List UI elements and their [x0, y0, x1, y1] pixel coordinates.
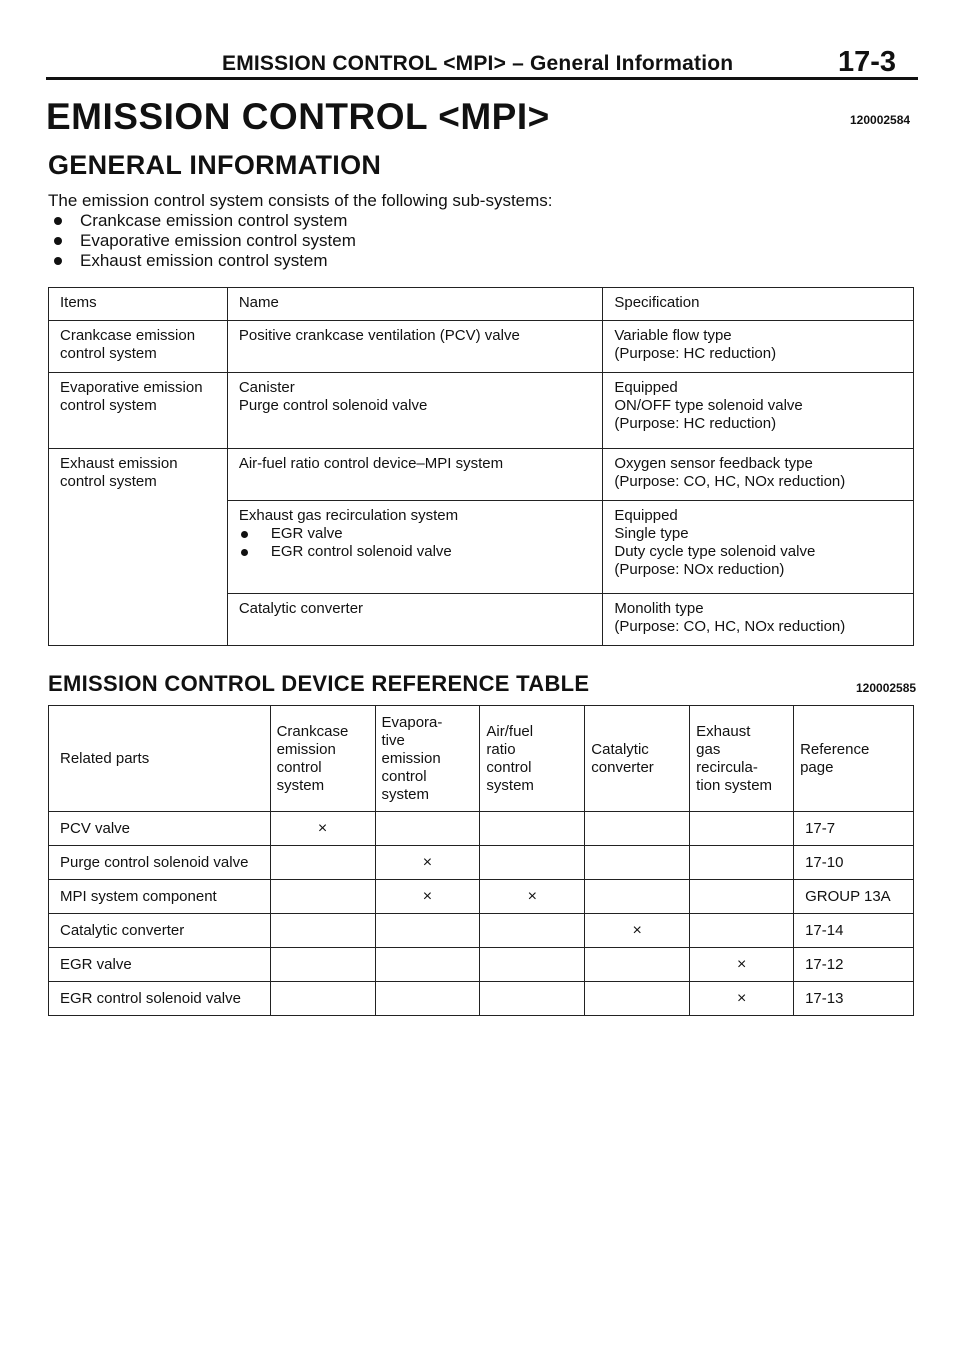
mark-cell: ×: [375, 846, 480, 880]
section-heading: GENERAL INFORMATION: [48, 150, 382, 180]
page-cell: 17-10: [794, 846, 914, 880]
item-cell: Crankcase emission control system: [49, 321, 228, 373]
header-rule: [46, 77, 918, 80]
table-header-row: [49, 706, 914, 812]
page-cell: 17-12: [794, 948, 914, 982]
mark-cell: ×: [375, 880, 480, 914]
reference-table: [48, 705, 914, 1016]
list-item: EGR valve: [239, 525, 595, 543]
list-item: Evaporative emission control system: [48, 231, 356, 251]
table-header-row: [49, 288, 914, 321]
header-catalytic: Catalytic converter: [585, 706, 690, 812]
spec-cell: Oxygen sensor feedback type (Purpose: CO, HC, NOx reduction): [603, 449, 914, 501]
page-number: 17-3: [838, 46, 897, 78]
table-row: [49, 812, 914, 846]
header-name: Name: [227, 288, 603, 321]
header-items: Items: [49, 288, 228, 321]
part-cell: EGR control solenoid valve: [49, 982, 271, 1016]
list-item: EGR control solenoid valve: [239, 543, 595, 561]
header-airfuel: Air/fuel ratio control system: [480, 706, 585, 812]
page-cell: 17-13: [794, 982, 914, 1016]
table-row: [49, 321, 914, 373]
table-row: [49, 373, 914, 449]
list-item: Exhaust emission control system: [48, 251, 356, 271]
spec-cell: Equipped Single type Duty cycle type solenoid valve (Purpose: NOx reduction): [603, 501, 914, 594]
table-row: [49, 982, 914, 1016]
item-cell: Exhaust emission control system: [49, 449, 228, 646]
reference-code: 120002585: [856, 681, 917, 695]
mark-cell: ×: [690, 982, 794, 1016]
name-cell: Canister Purge control solenoid valve: [227, 373, 603, 449]
item-cell: Evaporative emission control system: [49, 373, 228, 449]
table-row: [49, 846, 914, 880]
name-cell: Air-fuel ratio control device–MPI system: [227, 449, 603, 501]
reference-heading: EMISSION CONTROL DEVICE REFERENCE TABLE: [48, 671, 590, 696]
table-row: [49, 880, 914, 914]
part-cell: MPI system component: [49, 880, 271, 914]
header-specification: Specification: [603, 288, 914, 321]
mark-cell: ×: [690, 948, 794, 982]
intro-text: The emission control system consists of the following sub-systems:: [48, 191, 553, 210]
subsystem-list: [48, 211, 356, 271]
page-title: EMISSION CONTROL <MPI>: [46, 96, 550, 137]
header-crankcase: Crankcase emission control system: [270, 706, 375, 812]
part-cell: EGR valve: [49, 948, 271, 982]
spec-cell: Monolith type (Purpose: CO, HC, NOx reduction): [603, 594, 914, 646]
name-cell: Exhaust gas recirculation system EGR valve EGR control solenoid valve: [227, 501, 603, 594]
page-cell: 17-14: [794, 914, 914, 948]
header-evaporative: Evapora- tive emission control system: [375, 706, 480, 812]
egr-components: [239, 525, 595, 561]
title-code: 120002584: [850, 113, 911, 127]
name-cell: Catalytic converter: [227, 594, 603, 646]
part-cell: Purge control solenoid valve: [49, 846, 271, 880]
running-header-title: EMISSION CONTROL <MPI> – General Information: [222, 52, 734, 75]
part-cell: PCV valve: [49, 812, 271, 846]
spec-table: [48, 287, 914, 646]
mark-cell: ×: [270, 812, 375, 846]
spec-cell: Equipped ON/OFF type solenoid valve (Purpose: HC reduction): [603, 373, 914, 449]
spec-cell: Variable flow type (Purpose: HC reduction): [603, 321, 914, 373]
table-row: [49, 449, 914, 501]
list-item: Crankcase emission control system: [48, 211, 356, 231]
table-row: [49, 948, 914, 982]
page-cell: GROUP 13A: [794, 880, 914, 914]
mark-cell: ×: [585, 914, 690, 948]
header-egr: Exhaust gas recircula- tion system: [690, 706, 794, 812]
mark-cell: ×: [480, 880, 585, 914]
header-reference-page: Reference page: [794, 706, 914, 812]
page-cell: 17-7: [794, 812, 914, 846]
header-related-parts: Related parts: [49, 706, 271, 812]
name-cell: Positive crankcase ventilation (PCV) valve: [227, 321, 603, 373]
table-row: [49, 914, 914, 948]
part-cell: Catalytic converter: [49, 914, 271, 948]
